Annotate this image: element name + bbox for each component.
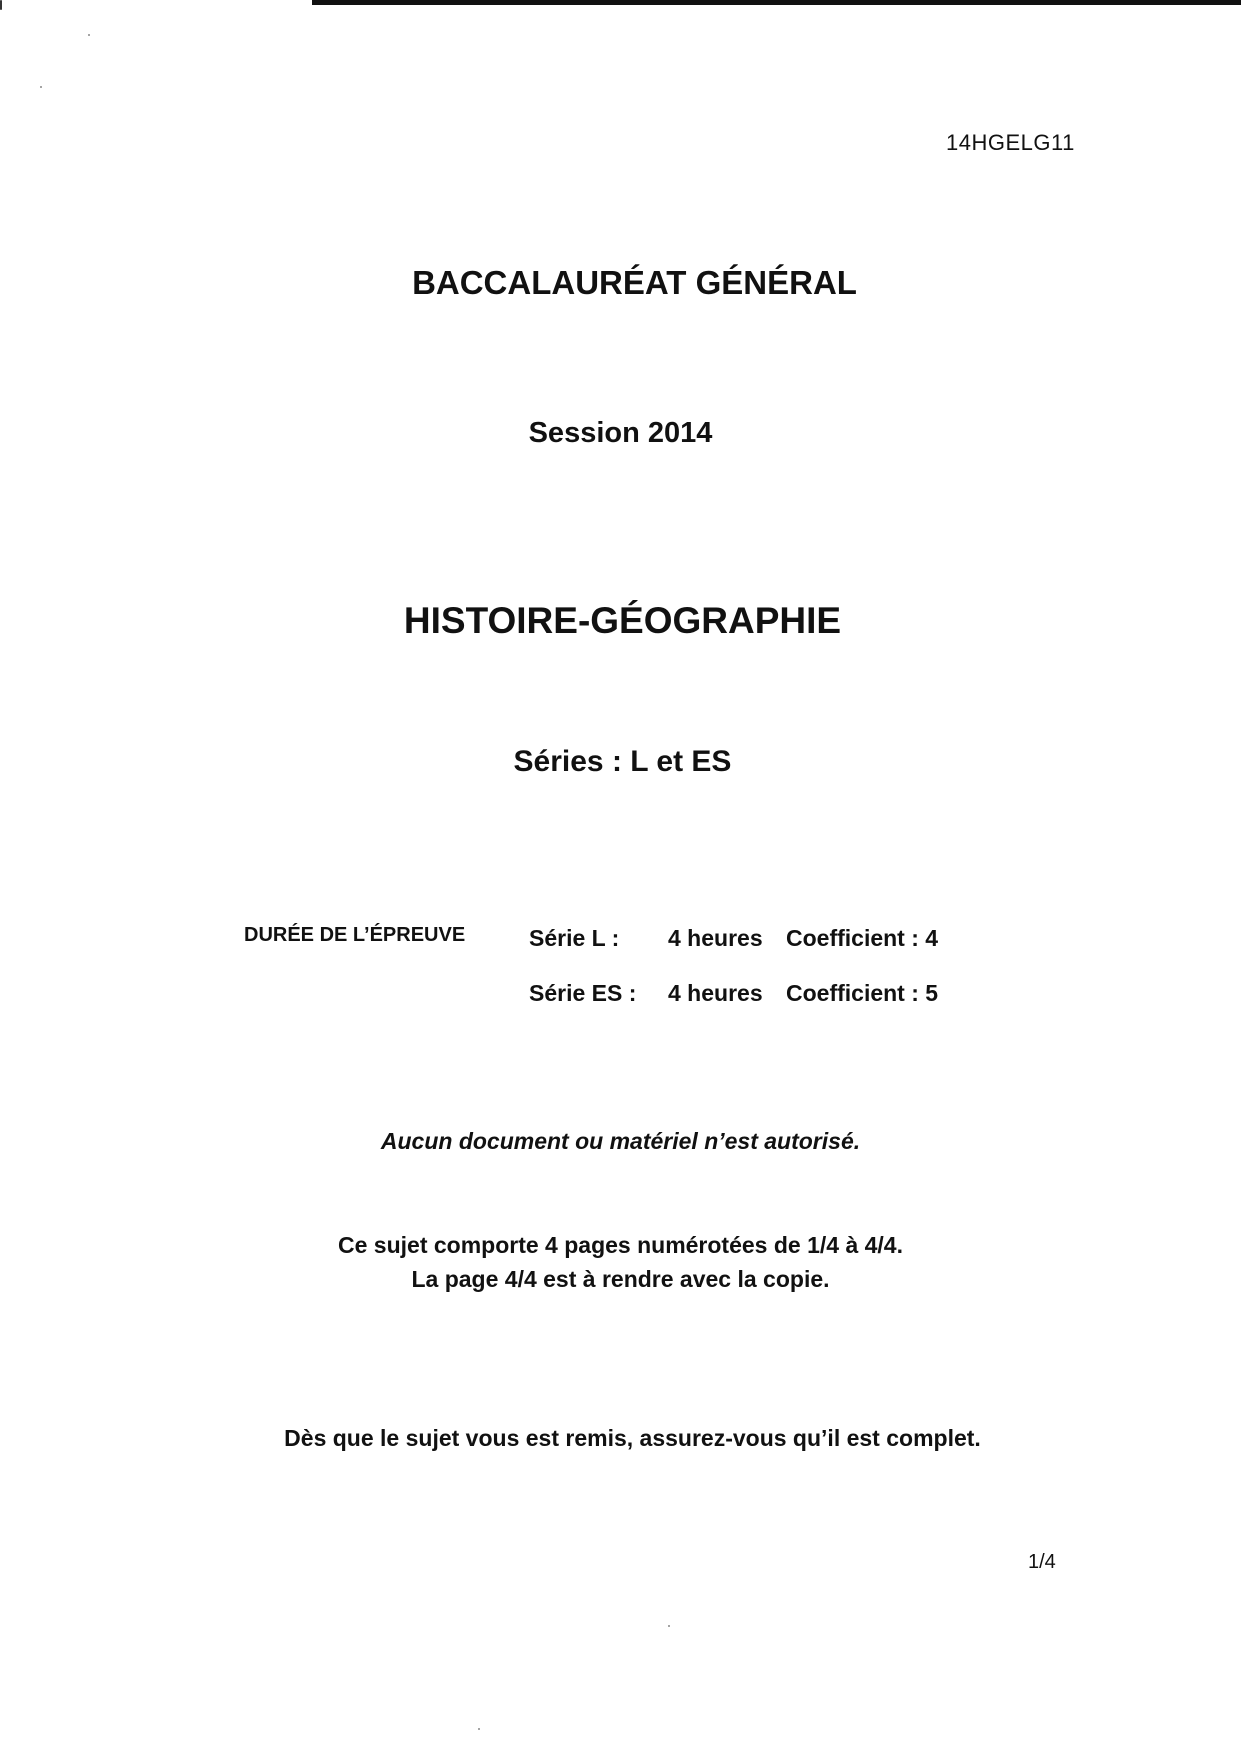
series-label: Séries : L et ES [513, 745, 732, 778]
exam-title: BACCALAURÉAT GÉNÉRAL [412, 264, 857, 301]
pages-info [0, 1228, 1241, 1296]
duration-row-serie: Série ES : [529, 980, 637, 1006]
exam-code: 14HGELG11 [946, 130, 1075, 155]
scan-speck [668, 1625, 670, 1627]
completeness-instruction: Dès que le sujet vous est remis, assurez-vous qu’il est complet. [284, 1425, 981, 1451]
duration-label: DURÉE DE L’ÉPREUVE [244, 924, 466, 946]
subject-title: HISTOIRE-GÉOGRAPHIE [403, 600, 842, 641]
duration-row-coefficient: Coefficient : 5 [786, 980, 939, 1006]
scan-speck [478, 1728, 480, 1730]
duration-row-hours: 4 heures [668, 980, 763, 1006]
materials-notice: Aucun document ou matériel n’est autorisé. [380, 1128, 861, 1154]
top-border-line [312, 0, 1241, 5]
pages-info-line: Ce sujet comporte 4 pages numérotées de 1/4 à 4/4. [338, 1232, 903, 1258]
session-label: Session 2014 [528, 417, 713, 449]
duration-row-serie: Série L : [529, 925, 620, 951]
scan-speck [40, 86, 42, 88]
scan-speck [88, 34, 90, 36]
page-number: 1/4 [1028, 1551, 1056, 1573]
duration-row-coefficient: Coefficient : 4 [786, 925, 939, 951]
pages-info-line: La page 4/4 est à rendre avec la copie. [411, 1266, 830, 1292]
duration-row-hours: 4 heures [668, 925, 763, 951]
scan-mark [0, 0, 2, 10]
